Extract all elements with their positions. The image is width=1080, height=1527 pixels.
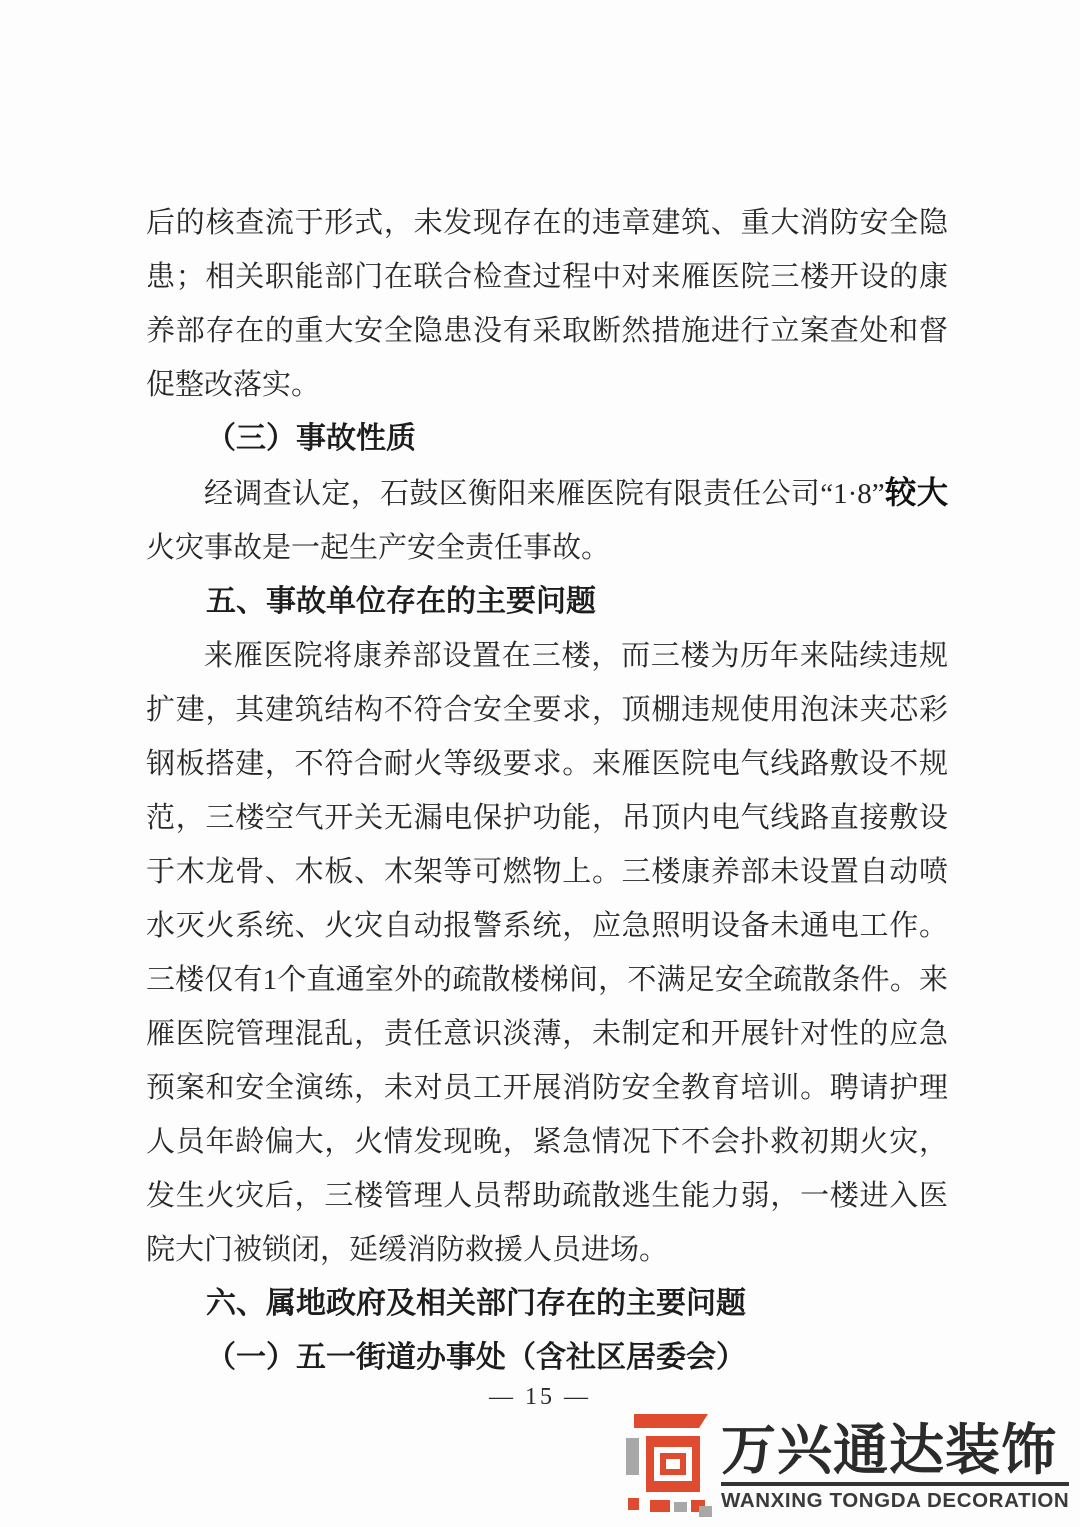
text-segment: 来雁医院将康养部设置在三楼，而三楼为历年来陆续违规扩建，其建筑结构不符合安全要求，顶棚违规使用泡沫夹芯彩钢板搭建，不符合耐火等级要求。来雁医院电气线路敷设不规范，三楼空气开关无漏电保护功能，吊顶内电气线路直接敷设于木龙骨、木板、木架等可燃物上。三楼康养部未设置自动喷水灭火系统、火灾自动报警系统，应急照明设备未通电工作。三楼仅有1个直通室外的疏散楼梯间，不满足安全疏散条件。来雁医院管理混乱，责任意识淡薄，未制定和开展针对性的应急预案和安全演练，未对员工开展消防安全教育培训。聘请护理人员年龄偏大，火情发现晚，紧急情况下不会扑救初期火灾，发生火灾后，三楼管理人员帮助疏散逃生能力弱，一楼进入医院大门被锁闭，延缓消防救援人员进场。 <box>146 640 948 1266</box>
document-body <box>146 196 948 1385</box>
logo-english-name: WANXING TONGDA DECORATION <box>721 1488 1070 1512</box>
page-number: — 15 — <box>489 1384 591 1410</box>
section-heading <box>146 412 948 466</box>
wanxing-logo-icon <box>626 1414 712 1518</box>
section-heading <box>146 575 948 629</box>
paragraph <box>146 196 948 412</box>
paragraph <box>146 629 948 1277</box>
text-segment: 后的核查流于形式，未发现存在的违章建筑、重大消防安全隐患；相关职能部门在联合检查过程中对来雁医院三楼开设的康养部存在的重大安全隐患没有采取断然措施进行立案查处和督促整改落实。 <box>146 207 948 401</box>
text-segment: 较大 <box>884 475 949 510</box>
text-segment: 六、属地政府及相关部门存在的主要问题 <box>206 1287 746 1320</box>
paragraph <box>146 466 948 575</box>
section-heading <box>146 1331 948 1385</box>
section-heading <box>146 1277 948 1331</box>
text-segment: 经调查认定，石鼓区衡阳来雁医院有限责任公司“1·8” <box>204 478 885 510</box>
logo-chinese-name: 万兴通达装饰 <box>721 1418 1058 1481</box>
logo-divider <box>721 1482 1069 1486</box>
text-segment: 火灾事故是一起生产安全责任事故。 <box>146 532 611 564</box>
text-segment: （三）事故性质 <box>206 422 416 455</box>
watermark-logo <box>626 1414 1069 1518</box>
text-segment: （一）五一街道办事处（含社区居委会） <box>206 1341 746 1374</box>
text-segment: 五、事故单位存在的主要问题 <box>206 585 596 618</box>
logo-text-block <box>721 1420 1069 1513</box>
